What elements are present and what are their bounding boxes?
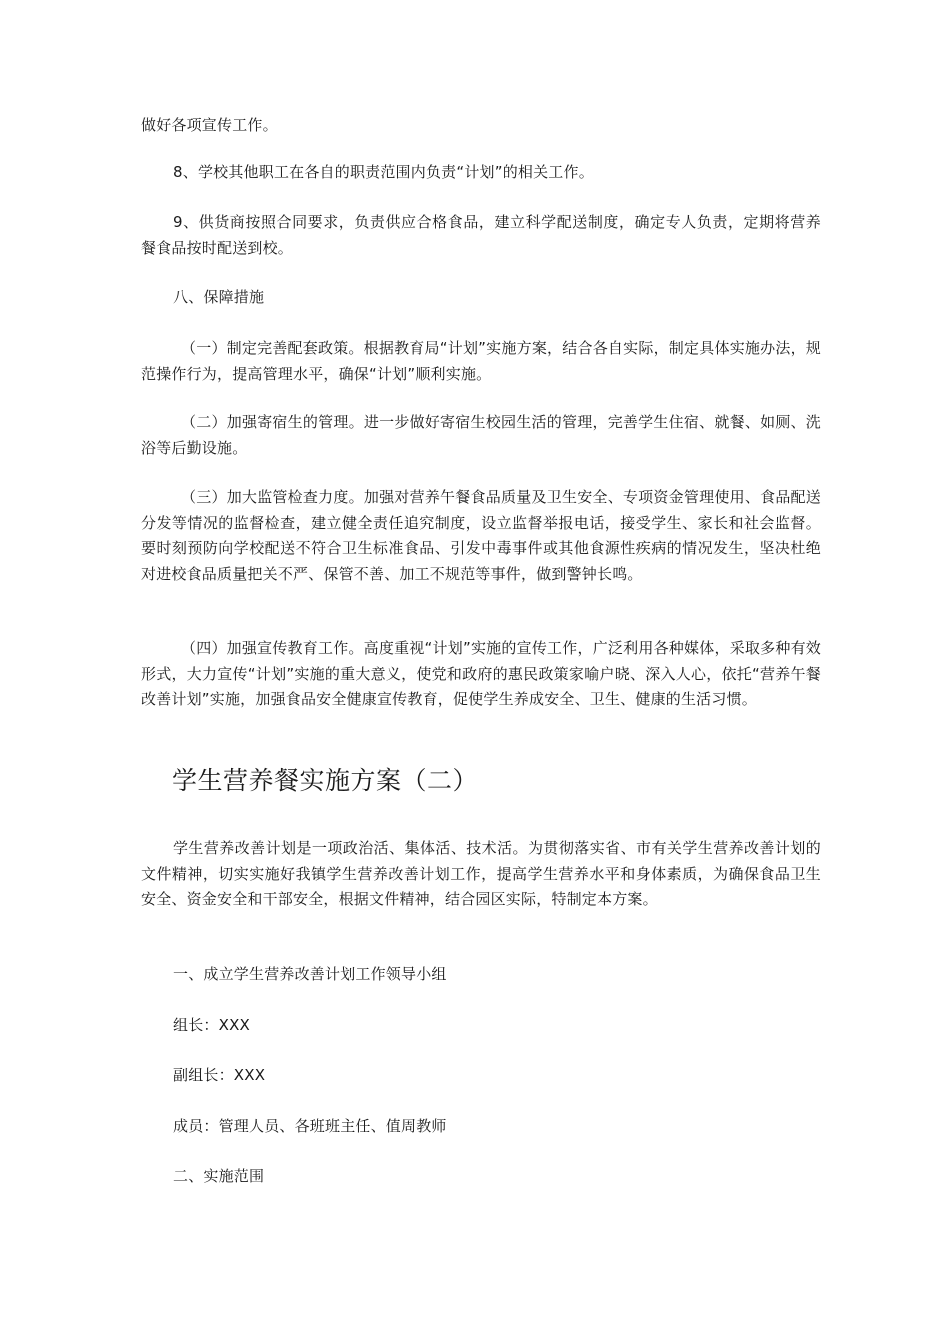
document-title-part-2: 学生营养餐实施方案（二） xyxy=(172,766,479,795)
section-heading-safeguards: 八、保障措施 xyxy=(173,288,265,306)
paragraph-plan-intro: 学生营养改善计划是一项政治活、集体活、技术活。为贯彻落实省、市有关学生营养改善计划的文件精神，切实实施好我镇学生营养改善计划工作，提高学生营养水平和身体素质，为确保食品卫生安全、资金安全和干部安全，根据文件精神，结合园区实际，特制定本方案。 xyxy=(141,839,821,908)
section-heading-scope: 二、实施范围 xyxy=(173,1167,265,1185)
text-deputy-leader: 副组长：XXX xyxy=(173,1066,266,1084)
text-group-leader: 组长：XXX xyxy=(173,1016,251,1034)
paragraph-publicity-end: 做好各项宣传工作。 xyxy=(141,116,278,134)
paragraph-measure-3: （三）加大监管检查力度。加强对营养午餐食品质量及卫生安全、专项资金管理使用、食品配送分发等情况的监督检查，建立健全责任追究制度，设立监督举报电话，接受学生、家长和社会监督。要时刻预防向学校配送不符合卫生标准食品、引发中毒事件或其他食源性疾病的情况发生，坚决杜绝对进校食品质量把关不严、保管不善、加工不规范等事件，做到警钟长鸣。 xyxy=(141,488,821,583)
text-group-members: 成员：管理人员、各班班主任、值周教师 xyxy=(173,1117,447,1135)
paragraph-item-8: 8、学校其他职工在各自的职责范围内负责“计划”的相关工作。 xyxy=(173,163,594,181)
paragraph-item-9: 9、供货商按照合同要求，负责供应合格食品，建立科学配送制度，确定专人负责，定期将营养餐食品按时配送到校。 xyxy=(141,213,821,257)
paragraph-measure-2: （二）加强寄宿生的管理。进一步做好寄宿生校园生活的管理，完善学生住宿、就餐、如厕、洗浴等后勤设施。 xyxy=(141,413,821,457)
paragraph-measure-1: （一）制定完善配套政策。根据教育局“计划”实施方案，结合各自实际，制定具体实施办法，规范操作行为，提高管理水平，确保“计划”顺利实施。 xyxy=(141,339,821,383)
section-heading-leadership-group: 一、成立学生营养改善计划工作领导小组 xyxy=(173,965,447,983)
paragraph-measure-4: （四）加强宣传教育工作。高度重视“计划”实施的宣传工作，广泛利用各种媒体，采取多种有效形式，大力宣传“计划”实施的重大意义，使党和政府的惠民政策家喻户晓、深入人心，依托“营养午餐改善计划”实施，加强食品安全健康宣传教育，促使学生养成安全、卫生、健康的生活习惯。 xyxy=(141,639,821,708)
